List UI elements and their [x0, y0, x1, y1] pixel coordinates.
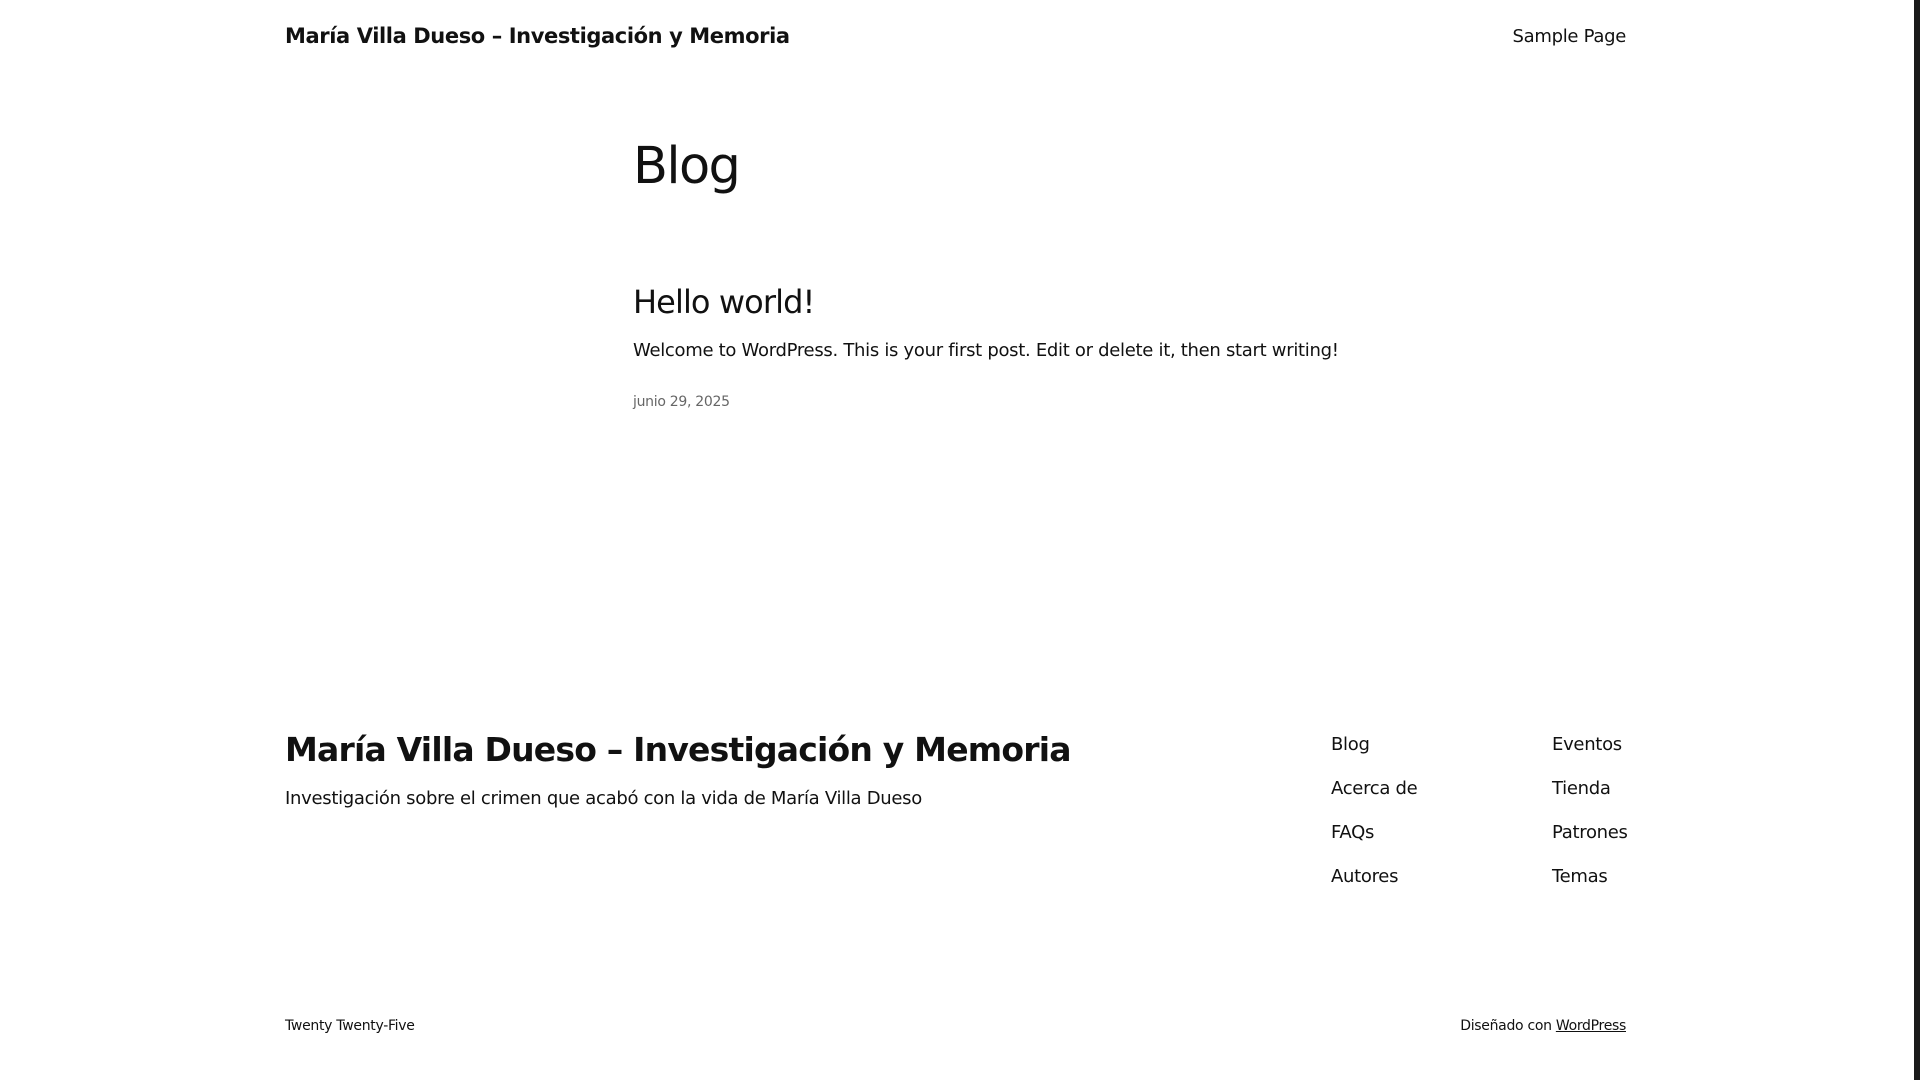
- footer-link-autores[interactable]: Autores: [1331, 866, 1399, 887]
- footer-link-acerca-de[interactable]: Acerca de: [1331, 778, 1418, 799]
- footer-link-faqs[interactable]: FAQs: [1331, 822, 1375, 843]
- footer-link-temas[interactable]: Temas: [1552, 866, 1608, 887]
- footer-credit: [1460, 1018, 1626, 1034]
- header-nav: [1513, 26, 1627, 47]
- footer-nav-col-1: [1331, 730, 1417, 906]
- page-scrollbar[interactable]: [1914, 0, 1920, 1080]
- footer-link-eventos[interactable]: Eventos: [1552, 734, 1622, 755]
- footer-site-title: [285, 726, 1071, 774]
- scrollbar-thumb[interactable]: [1914, 0, 1920, 1080]
- nav-sample-page[interactable]: Sample Page: [1512, 25, 1626, 47]
- credit-prefix: Diseñado con: [1460, 1018, 1556, 1034]
- post-title-link[interactable]: Hello world!: [633, 283, 815, 321]
- post-title: [633, 280, 814, 324]
- footer-nav-col-2: [1552, 730, 1628, 906]
- theme-name: Twenty Twenty-Five: [285, 1018, 415, 1034]
- page-title: Blog: [633, 137, 740, 196]
- site-title-link[interactable]: María Villa Dueso – Investigación y Memoria: [285, 24, 790, 48]
- footer-bottom-bar: [285, 1018, 1626, 1034]
- footer-link-patrones[interactable]: Patrones: [1552, 822, 1628, 843]
- footer-site-title-link[interactable]: María Villa Dueso – Investigación y Memoria: [285, 730, 1071, 769]
- footer-link-blog[interactable]: Blog: [1331, 734, 1370, 755]
- site-header: [285, 18, 1626, 54]
- post-date[interactable]: junio 29, 2025: [633, 394, 730, 410]
- footer-tagline: Investigación sobre el crimen que acabó con la vida de María Villa Dueso: [285, 788, 922, 809]
- footer-link-tienda[interactable]: Tienda: [1552, 778, 1611, 799]
- wordpress-credit-link[interactable]: WordPress: [1555, 1018, 1626, 1034]
- post-excerpt: Welcome to WordPress. This is your first post. Edit or delete it, then start writing!: [633, 340, 1339, 361]
